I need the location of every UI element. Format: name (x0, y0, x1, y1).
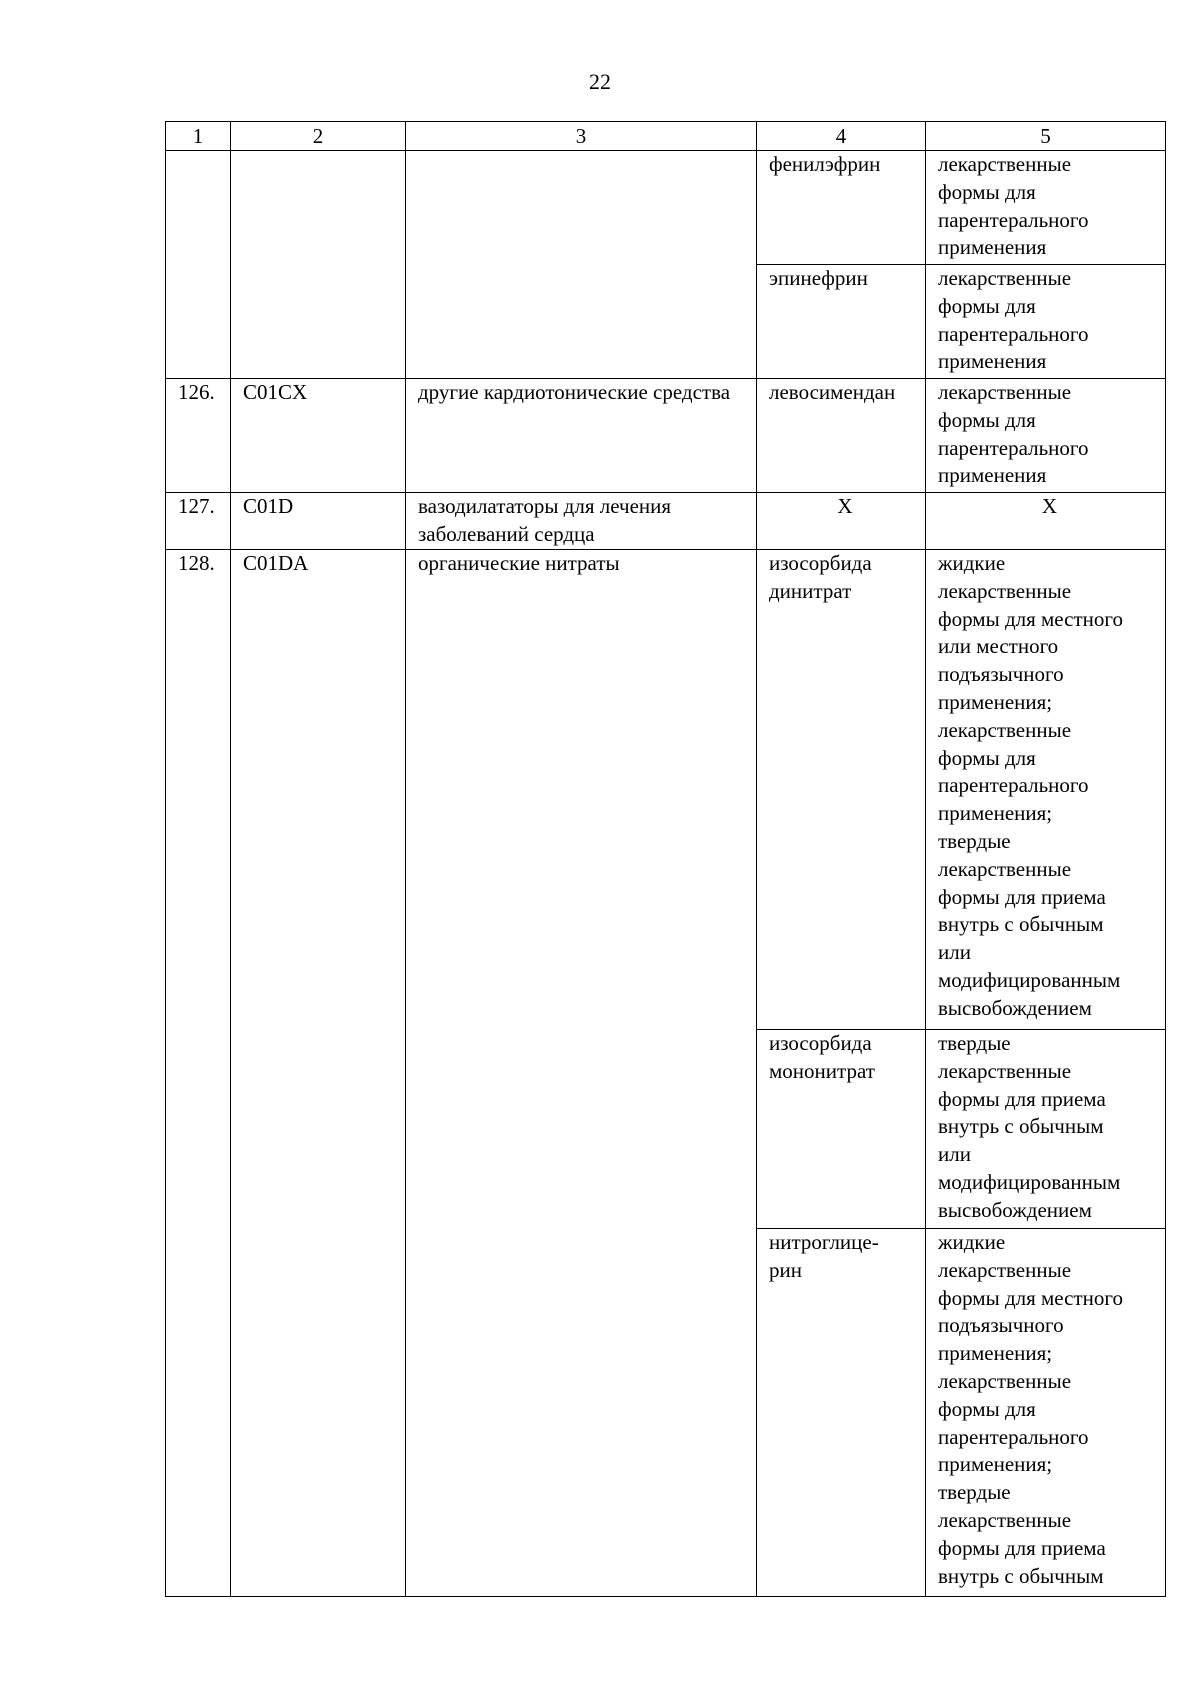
group-name-cell: органические нитраты (406, 550, 757, 1597)
row-number-cell: 126. (166, 379, 231, 493)
dosage-form-cell: жидкие лекарственные формы для местного подъязычного применения; лекарственные формы для парентерального применения; твердые лекарственные формы для приема внутрь с обычным (926, 1229, 1166, 1597)
drug-name-cell: X (757, 493, 926, 550)
table-row (166, 151, 1166, 265)
dosage-form-cell: лекарственные формы для парентерального применения (926, 379, 1166, 493)
column-header: 3 (406, 122, 757, 151)
medication-table (165, 121, 1166, 1597)
atc-code-cell: C01CX (231, 379, 406, 493)
dosage-form-cell: лекарственные формы для парентерального применения (926, 151, 1166, 265)
column-header: 5 (926, 122, 1166, 151)
column-header: 4 (757, 122, 926, 151)
dosage-form-cell: лекарственные формы для парентерального применения (926, 265, 1166, 379)
drug-name-cell: изосорбида мононитрат (757, 1030, 926, 1229)
group-name-cell (406, 151, 757, 379)
atc-code-cell: C01D (231, 493, 406, 550)
table-row (166, 379, 1166, 493)
drug-name-cell: изосорбида динитрат (757, 550, 926, 1030)
column-header: 2 (231, 122, 406, 151)
row-number-cell (166, 151, 231, 379)
page-number: 22 (589, 69, 611, 94)
column-header: 1 (166, 122, 231, 151)
dosage-form-cell: X (926, 493, 1166, 550)
drug-name-cell: фенилэфрин (757, 151, 926, 265)
drug-name-cell: нитроглице- рин (757, 1229, 926, 1597)
dosage-form-cell: твердые лекарственные формы для приема внутрь с обычным или модифицированным высвобождением (926, 1030, 1166, 1229)
row-number-cell: 127. (166, 493, 231, 550)
table-header-row (166, 122, 1166, 151)
atc-code-cell (231, 151, 406, 379)
group-name-cell: другие кардиотонические средства (406, 379, 757, 493)
atc-code-cell: C01DA (231, 550, 406, 1597)
table-row (166, 493, 1166, 550)
dosage-form-cell: жидкие лекарственные формы для местного или местного подъязычного применения; лекарственные формы для парентерального применения; твердые лекарственные формы для приема внутрь с обычным или модифицированным высвобождением (926, 550, 1166, 1030)
table-row (166, 550, 1166, 1030)
drug-name-cell: эпинефрин (757, 265, 926, 379)
drug-name-cell: левосимендан (757, 379, 926, 493)
group-name-cell: вазодилататоры для лечения заболеваний сердца (406, 493, 757, 550)
row-number-cell: 128. (166, 550, 231, 1597)
